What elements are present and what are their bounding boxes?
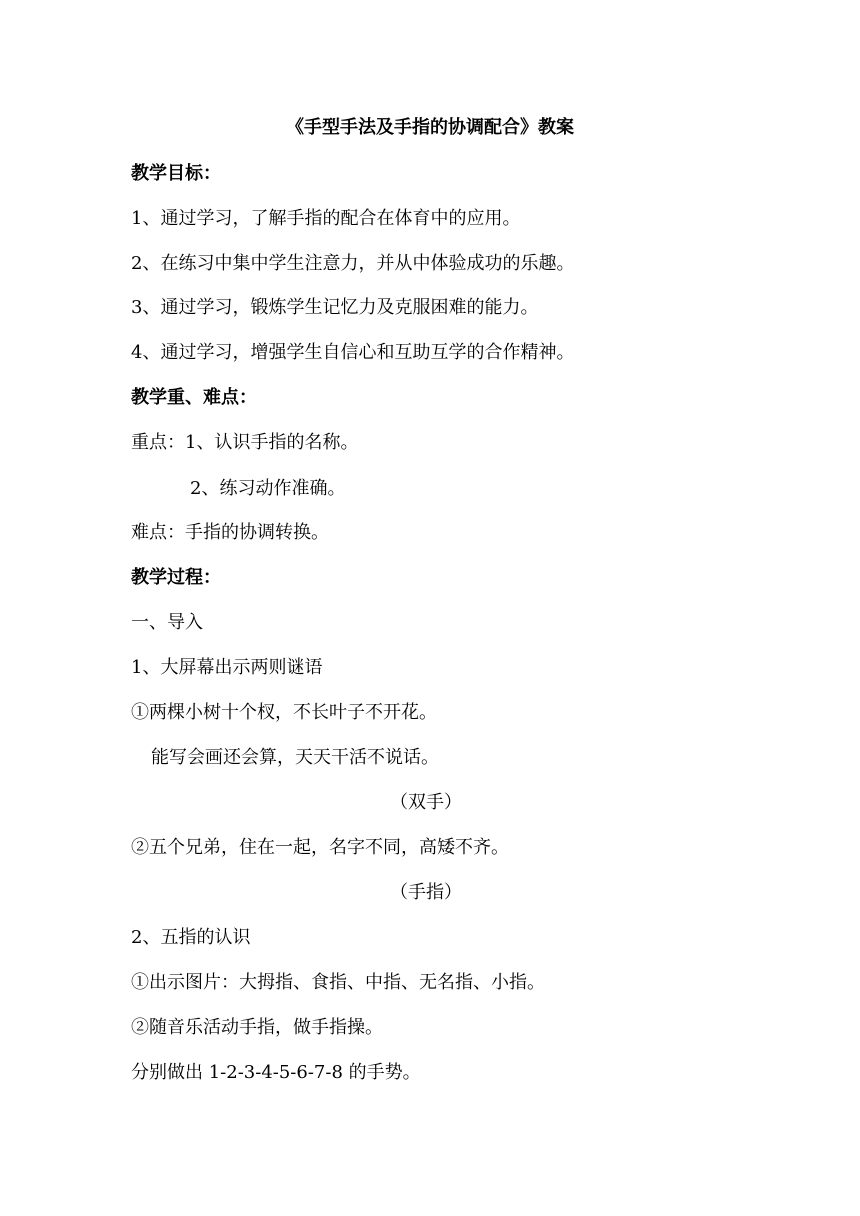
goal-2: 2、在练习中集中学生注意力，并从中体验成功的乐趣。 xyxy=(131,253,575,274)
show-picture: ①出示图片：大拇指、食指、中指、无名指、小指。 xyxy=(131,972,545,993)
riddle-2-answer: （手指） xyxy=(390,882,462,903)
heading-key-difficult: 教学重、难点： xyxy=(131,387,257,408)
riddle-1-line-2: 能写会画还会算，天天干活不说话。 xyxy=(151,747,439,768)
key-point-1: 重点：1、认识手指的名称。 xyxy=(131,432,359,453)
item-finger-recognition: 2、五指的认识 xyxy=(131,927,251,948)
finger-exercise: ②随音乐活动手指，做手指操。 xyxy=(131,1017,383,1038)
document-title: 《手型手法及手指的协调配合》教案 xyxy=(286,117,574,138)
goal-3: 3、通过学习，锻炼学生记忆力及克服困难的能力。 xyxy=(131,297,539,318)
gesture-instruction: 分别做出 1-2-3-4-5-6-7-8 的手势。 xyxy=(131,1062,421,1083)
goal-1: 1、通过学习，了解手指的配合在体育中的应用。 xyxy=(131,208,521,229)
riddle-1-line-1: ①两棵小树十个杈，不长叶子不开花。 xyxy=(131,702,437,723)
difficult-point: 难点：手指的协调转换。 xyxy=(131,522,329,543)
riddle-2: ②五个兄弟，住在一起，名字不同，高矮不齐。 xyxy=(131,837,509,858)
item-riddles: 1、大屏幕出示两则谜语 xyxy=(131,657,323,678)
goal-4: 4、通过学习，增强学生自信心和互助互学的合作精神。 xyxy=(131,342,575,363)
heading-teaching-process: 教学过程： xyxy=(131,567,221,588)
heading-teaching-goals: 教学目标： xyxy=(131,163,221,184)
riddle-1-answer: （双手） xyxy=(390,792,462,813)
section-intro: 一、导入 xyxy=(131,612,203,633)
key-point-2: 2、练习动作准确。 xyxy=(190,478,346,499)
